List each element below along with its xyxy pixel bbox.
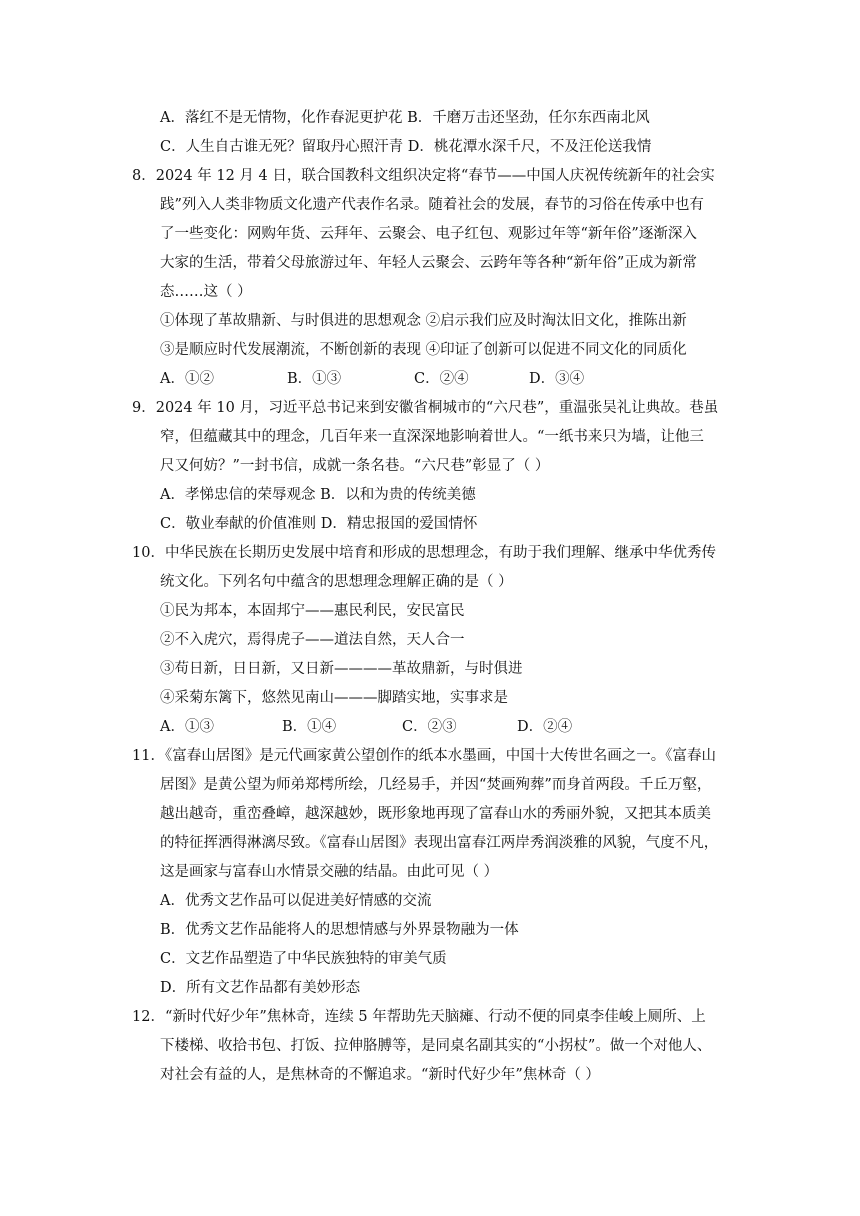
q10-statement: ②不入虎穴，焉得虎子——道法自然，天人合一	[160, 632, 465, 648]
q8-option-b: B．①③	[287, 371, 342, 387]
q10-option-b: B．①④	[282, 719, 337, 735]
q9-stem: 尺又何妨？”一封书信，成就一条名巷。“六尺巷”彰显了（ ）	[160, 458, 550, 474]
q10-option-c: C．②③	[402, 719, 457, 735]
q10-statement: ④采菊东篱下，悠然见南山———脚踏实地，实事求是	[160, 690, 508, 706]
q8-stem: 践”列入人类非物质文化遗产代表作名录。随着社会的发展，春节的习俗在传承中也有	[160, 197, 704, 213]
q7-option-line: A．落红不是无情物，化作春泥更护花 B．千磨万击还坚劲，任尔东西南北风	[160, 110, 650, 126]
q11-stem: 11．《富春山居图》是元代画家黄公望创作的纸本水墨画，中国十大传世名画之一。《富春山	[132, 748, 716, 764]
q10-options	[160, 717, 572, 737]
q8-options	[160, 369, 584, 389]
q9-option-line: C．敬业奉献的价值准则 D．精忠报国的爱国情怀	[160, 516, 478, 532]
q11-option-d: D．所有文艺作品都有美妙形态	[160, 980, 361, 996]
q11-option-c: C．文艺作品塑造了中华民族独特的审美气质	[160, 951, 447, 967]
q10-stem: 统文化。下列名句中蕴含的思想理念理解正确的是（ ）	[160, 574, 513, 590]
q11-stem: 居图》是黄公望为师弟郑樗所绘，几经易手，并因“焚画殉葬”而身首两段。千丘万壑，	[160, 777, 712, 793]
q11-stem: 这是画家与富春山水情景交融的结晶。由此可见（ ）	[160, 864, 499, 880]
q8-statement: ①体现了革故鼎新、与时俱进的思想观念 ②启示我们应及时淘汰旧文化，推陈出新	[160, 313, 687, 329]
q8-stem: 态……这（ ）	[160, 284, 252, 300]
q10-statement: ③苟日新，日日新，又日新————革故鼎新，与时俱进	[160, 661, 523, 677]
q10-option-a: A．①③	[160, 719, 214, 735]
q9-stem: 窄，但蕴藏其中的理念，几百年来一直深深地影响着世人。“一纸书来只为墙，让他三	[160, 429, 704, 445]
q11-option-b: B．优秀文艺作品能将人的思想情感与外界景物融为一体	[160, 922, 519, 938]
q8-stem: 大家的生活，带着父母旅游过年、年轻人云聚会、云跨年等各种“新年俗”正成为新常	[160, 255, 697, 271]
q10-statement: ①民为邦本，本固邦宁——惠民利民，安民富民	[160, 603, 465, 619]
q10-option-d: D．②④	[517, 719, 573, 735]
q8-statement: ③是顺应时代发展潮流，不断创新的表现 ④印证了创新可以促进不同文化的同质化	[160, 342, 687, 358]
q11-stem: 越出越奇，重峦叠嶂，越深越妙，既形象地再现了富春山水的秀丽外貌，又把其本质美	[160, 806, 711, 822]
q7-option-line: C．人生自古谁无死？留取丹心照汗青 D．桃花潭水深千尺，不及汪伦送我情	[160, 139, 652, 155]
q12-stem: 12．“新时代好少年”焦林奇，连续 5 年帮助先天脑瘫、行动不便的同桌李佳峻上厕所、上	[132, 1009, 706, 1025]
q11-option-a: A．优秀文艺作品可以促进美好情感的交流	[160, 893, 432, 909]
q8-option-a: A．①②	[160, 371, 214, 387]
q8-stem: 8．2024 年 12 月 4 日，联合国教科文组织决定将“春节——中国人庆祝传统新年的社会实	[132, 168, 715, 184]
q12-stem: 对社会有益的人，是焦林奇的不懈追求。“新时代好少年”焦林奇（ ）	[160, 1067, 600, 1083]
q11-stem: 的特征挥洒得淋漓尽致。《富春山居图》表现出富春江两岸秀润淡雅的风貌，气度不凡，	[160, 835, 719, 851]
q9-stem: 9．2024 年 10 月，习近平总书记来到安徽省桐城市的“六尺巷”，重温张吴礼让典故。巷虽	[132, 400, 719, 416]
q10-stem: 10．中华民族在长期历史发展中培育和形成的思想理念，有助于我们理解、继承中华优秀传	[132, 545, 716, 561]
q12-stem: 下楼梯、收拾书包、打饭、拉伸胳膊等，是同桌名副其实的“小拐杖”。做一个对他人、	[160, 1038, 712, 1054]
q8-option-c: C．②④	[414, 371, 469, 387]
q8-option-d: D．③④	[529, 371, 585, 387]
q9-option-line: A．孝悌忠信的荣辱观念 B．以和为贵的传统美德	[160, 487, 476, 503]
q8-stem: 了一些变化：网购年货、云拜年、云聚会、电子红包、观影过年等“新年俗”逐渐深入	[160, 226, 697, 242]
